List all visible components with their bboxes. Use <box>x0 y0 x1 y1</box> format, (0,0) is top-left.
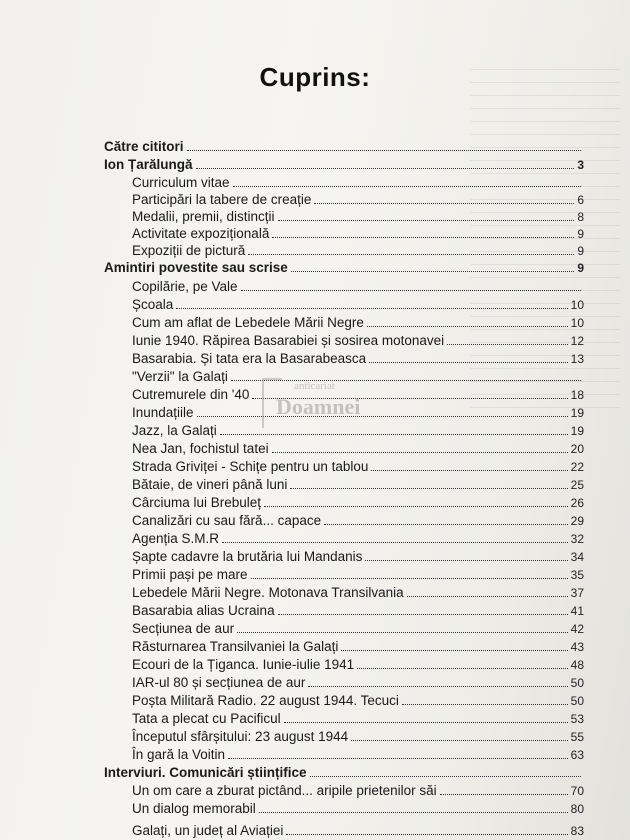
dot-leader <box>371 470 567 471</box>
toc-entry-title: Cârciuma lui Brebuleț <box>132 495 262 510</box>
dot-leader <box>369 362 568 363</box>
dot-leader <box>248 254 574 255</box>
toc-page-number: 70 <box>570 784 584 798</box>
toc-page-number: 55 <box>570 730 584 744</box>
toc-entry <box>132 819 584 839</box>
dot-leader <box>447 344 567 345</box>
toc-entry-title: Bătaie, de vineri până luni <box>132 477 288 492</box>
toc-entry-title: Începutul sfârșitului: 23 august 1944 <box>132 729 349 744</box>
dot-leader <box>290 488 567 489</box>
toc-page-number: 9 <box>577 261 584 275</box>
toc-entry <box>132 725 584 745</box>
toc-entry <box>132 419 584 439</box>
toc-page-number: 18 <box>570 388 584 402</box>
dot-leader <box>402 704 568 705</box>
toc-page-number: 6 <box>577 193 584 207</box>
toc-page-number: 9 <box>577 244 584 258</box>
toc-page-number: 25 <box>570 478 584 492</box>
dot-leader <box>241 290 581 291</box>
dot-leader <box>278 220 575 221</box>
toc-entry-title: Nea Jan, fochistul tatei <box>132 441 269 456</box>
toc-entry-title: Șapte cadavre la brutăria lui Mandanis <box>132 549 363 564</box>
toc-entry-title: Lebedele Mării Negre. Motonava Transilvania <box>132 585 404 600</box>
toc-entry-title: Strada Griviței - Schițe pentru un tablou <box>132 459 369 474</box>
toc-entry-title: Interviuri. Comunicări științifice <box>104 765 307 780</box>
dot-leader <box>278 614 568 615</box>
toc-entry-title: "Verzii" la Galați <box>132 369 228 384</box>
toc-section <box>104 153 584 173</box>
toc-entry-title: În gară la Voitin <box>132 747 226 762</box>
dot-leader <box>187 150 581 151</box>
dot-leader <box>286 834 567 835</box>
dot-leader <box>252 398 567 399</box>
toc-entry-title: Amintiri povestite sau scrise <box>104 260 288 275</box>
toc-entry-title: Participări la tabere de creație <box>132 192 312 207</box>
dot-leader <box>251 578 568 579</box>
toc-entry-title: Jazz, la Galați <box>132 423 217 438</box>
toc-page-number: 37 <box>570 586 584 600</box>
toc-entry <box>132 311 584 331</box>
toc-page-number: 12 <box>570 334 584 348</box>
toc-page-number: 10 <box>570 316 584 330</box>
toc-page-number: 3 <box>577 158 584 172</box>
toc-entry-title: Copilărie, pe Vale <box>132 279 238 294</box>
toc-entry-title: Un dialog memorabil <box>132 801 256 816</box>
toc-entry-title: Basarabia alias Ucraina <box>132 603 275 618</box>
dot-leader <box>314 203 574 204</box>
dot-leader <box>351 740 567 741</box>
dot-leader <box>222 542 568 543</box>
toc-entry-title: Iunie 1940. Răpirea Basarabiei și sosirea motonavei <box>132 333 445 348</box>
toc-entry <box>132 689 584 709</box>
toc-page-number: 10 <box>570 298 584 312</box>
toc-entry <box>132 653 584 673</box>
toc-page-number: 50 <box>570 694 584 708</box>
toc-page-number: 13 <box>570 352 584 366</box>
toc-entry <box>132 437 584 457</box>
dot-leader <box>228 758 568 759</box>
toc-entry-title: Primii pași pe mare <box>132 567 248 582</box>
toc-entry-title: Curriculum vitae <box>132 175 230 190</box>
toc-entry-title: Medalii, premii, distincții <box>132 209 275 224</box>
toc-entry-title: IAR-ul 80 și secțiunea de aur <box>132 675 306 690</box>
toc-entry <box>132 347 584 367</box>
toc-entry-title: Activitate expozițională <box>132 226 270 241</box>
dot-leader <box>440 794 568 795</box>
toc-page-number: 48 <box>570 658 584 672</box>
toc-entry <box>132 671 584 691</box>
toc-entry <box>132 455 584 475</box>
toc-entry-title: Tata a plecat cu Pacificul <box>132 711 281 726</box>
toc-entry <box>132 365 584 385</box>
dot-leader <box>365 560 567 561</box>
toc-entry-title: Către cititori <box>104 139 184 154</box>
toc-entry <box>132 473 584 493</box>
toc-entry <box>132 599 584 619</box>
toc-page-number: 19 <box>570 424 584 438</box>
toc-entry <box>132 563 584 583</box>
dot-leader <box>264 506 568 507</box>
toc-page-number: 53 <box>570 712 584 726</box>
toc-entry-title: Un om care a zburat pictând... aripile prietenilor săi <box>132 783 437 798</box>
toc-page-number: 8 <box>577 210 584 224</box>
toc-section <box>104 135 584 155</box>
dot-leader <box>220 434 568 435</box>
toc-entry <box>132 743 584 763</box>
dot-leader <box>237 632 568 633</box>
toc-entry <box>132 527 584 547</box>
toc-entry-title: Expoziții de pictură <box>132 243 246 258</box>
dot-leader <box>233 186 581 187</box>
dot-leader <box>341 650 567 651</box>
toc-page-number: 32 <box>570 532 584 546</box>
toc-page-number: 34 <box>570 550 584 564</box>
watermark-main-text: Doamnei <box>276 394 361 419</box>
toc-entry <box>132 779 584 799</box>
dot-leader <box>291 271 574 272</box>
dot-leader <box>176 308 567 309</box>
toc-entry-title: Școala <box>132 297 174 312</box>
watermark-top-text: anticariat <box>294 380 335 392</box>
toc-entry <box>132 617 584 637</box>
toc-page-number: 9 <box>577 227 584 241</box>
toc-entry-title: Basarabia. Și tata era la Basarabeasca <box>132 351 367 366</box>
toc-page-number: 26 <box>570 496 584 510</box>
dot-leader <box>357 668 568 669</box>
dot-leader <box>407 596 568 597</box>
dot-leader <box>272 452 568 453</box>
toc-entry <box>132 293 584 313</box>
dot-leader <box>259 812 568 813</box>
page-title: Cuprins: <box>259 62 371 92</box>
toc-section <box>104 761 584 781</box>
dot-leader <box>284 722 568 723</box>
toc-entry <box>132 797 584 817</box>
toc-entry-title: Ecouri de la Țiganca. Iunie-iulie 1941 <box>132 657 355 672</box>
toc-entry-title: Poșta Militară Radio. 22 august 1944. Tecuci <box>132 693 399 708</box>
toc-page-number: 22 <box>570 460 584 474</box>
toc-entry <box>132 329 584 349</box>
dot-leader <box>231 380 581 381</box>
dot-leader <box>272 237 574 238</box>
toc-entry <box>132 707 584 727</box>
toc-entry-title: Ion Țarălungă <box>104 157 193 172</box>
toc-page-number: 80 <box>570 802 584 816</box>
toc-entry-title: Agenția S.M.R <box>132 531 220 546</box>
dot-leader <box>367 326 568 327</box>
toc-page-number: 83 <box>570 824 584 838</box>
toc-entry <box>132 545 584 565</box>
toc-page-number: 19 <box>570 406 584 420</box>
toc-entry-title: Răsturnarea Transilvaniei la Galați <box>132 639 339 654</box>
dot-leader <box>310 776 581 777</box>
toc-entry <box>132 509 584 529</box>
dot-leader <box>308 686 567 687</box>
dot-leader <box>197 416 568 417</box>
toc-entry-title: Galați, un județ al Aviației <box>132 823 284 838</box>
toc-entry <box>132 401 584 421</box>
toc-entry-title: Canalizări cu sau fără... capace <box>132 513 322 528</box>
toc-section <box>104 256 584 276</box>
toc-entry <box>132 383 584 403</box>
toc-entry-title: Cutremurele din '40 <box>132 387 250 402</box>
toc-page-number: 20 <box>570 442 584 456</box>
toc-entry <box>132 635 584 655</box>
dot-leader <box>196 168 575 169</box>
toc-entry <box>132 581 584 601</box>
toc-entry <box>132 275 584 295</box>
toc-page-number: 29 <box>570 514 584 528</box>
toc-entry-title: Inundațiile <box>132 405 194 420</box>
toc-page-number: 50 <box>570 676 584 690</box>
toc-entry <box>132 491 584 511</box>
toc-page-number: 35 <box>570 568 584 582</box>
toc-page-number: 63 <box>570 748 584 762</box>
toc-page-number: 41 <box>570 604 584 618</box>
toc-entry-title: Cum am aflat de Lebedele Mării Negre <box>132 315 364 330</box>
toc-page-number: 43 <box>570 640 584 654</box>
toc-entry-title: Secțiunea de aur <box>132 621 235 636</box>
toc-page-number: 42 <box>570 622 584 636</box>
dot-leader <box>324 524 568 525</box>
